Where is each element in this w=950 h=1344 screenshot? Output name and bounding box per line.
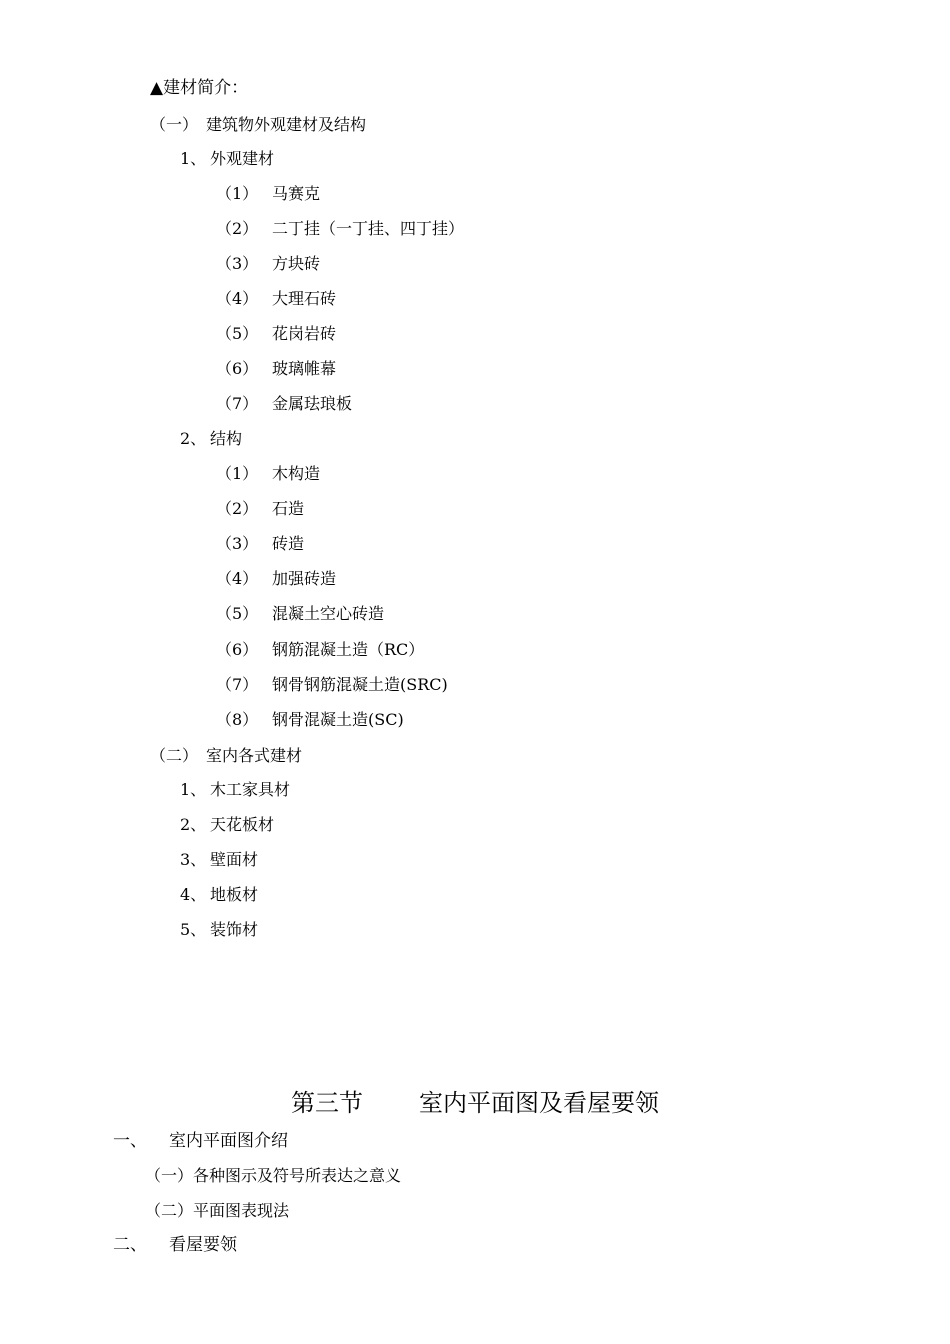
- list-item: （1） 马赛克: [216, 184, 321, 203]
- list-item: （5） 混凝土空心砖造: [216, 604, 385, 623]
- chapter1-item: （一）各种图示及符号所表达之意义: [145, 1166, 402, 1185]
- list-item: （7） 钢骨钢筋混凝土造(SRC): [216, 675, 448, 694]
- list-item: （2） 石造: [216, 499, 305, 518]
- part1-heading: [150, 115, 366, 135]
- list-item: （3） 方块砖: [216, 254, 321, 273]
- section-label: 第三节: [291, 1089, 363, 1117]
- list-item: 4、 地板材: [180, 885, 259, 904]
- list-item: 3、 壁面材: [180, 850, 259, 869]
- list-item: （4） 大理石砖: [216, 289, 337, 308]
- sub2-heading: [180, 429, 242, 449]
- chapter2-heading: [113, 1235, 237, 1255]
- chapter1-title: 室内平面图介绍: [169, 1131, 288, 1151]
- list-item: （5） 花岗岩砖: [216, 324, 337, 343]
- chapter2-title: 看屋要领: [169, 1235, 237, 1255]
- list-item: （8） 钢骨混凝土造(SC): [216, 710, 404, 729]
- list-item: 5、 装饰材: [180, 920, 259, 939]
- list-item: （2） 二丁挂（一丁挂、四丁挂）: [216, 219, 465, 238]
- part2-number: （二）: [150, 746, 199, 765]
- list-item: 1、 木工家具材: [180, 780, 291, 799]
- sub1-heading: [180, 149, 274, 169]
- list-item: 2、 天花板材: [180, 815, 275, 834]
- sub2-title: 结构: [210, 429, 243, 448]
- list-item: （6） 钢筋混凝土造（RC）: [216, 640, 425, 659]
- list-item: （6） 玻璃帷幕: [216, 359, 337, 378]
- sub1-title: 外观建材: [210, 149, 275, 168]
- part1-number: （一）: [150, 115, 199, 134]
- chapter1-item: （二）平面图表现法: [145, 1201, 290, 1220]
- sub2-number: 2、: [180, 429, 207, 448]
- part2-heading: [150, 746, 302, 766]
- section-title: [0, 1088, 950, 1118]
- part2-title: 室内各式建材: [206, 746, 303, 765]
- chapter1-number: 一、: [113, 1131, 147, 1151]
- list-item: （1） 木构造: [216, 464, 321, 483]
- part1-title: 建筑物外观建材及结构: [206, 115, 367, 134]
- list-item: （4） 加强砖造: [216, 569, 337, 588]
- chapter1-heading: [113, 1131, 288, 1151]
- section-heading: 室内平面图及看屋要领: [419, 1089, 659, 1117]
- chapter2-number: 二、: [113, 1235, 147, 1255]
- list-item: （3） 砖造: [216, 534, 305, 553]
- list-item: （7） 金属珐琅板: [216, 394, 353, 413]
- intro-heading: ▲建材简介：: [150, 78, 249, 98]
- sub1-number: 1、: [180, 149, 207, 168]
